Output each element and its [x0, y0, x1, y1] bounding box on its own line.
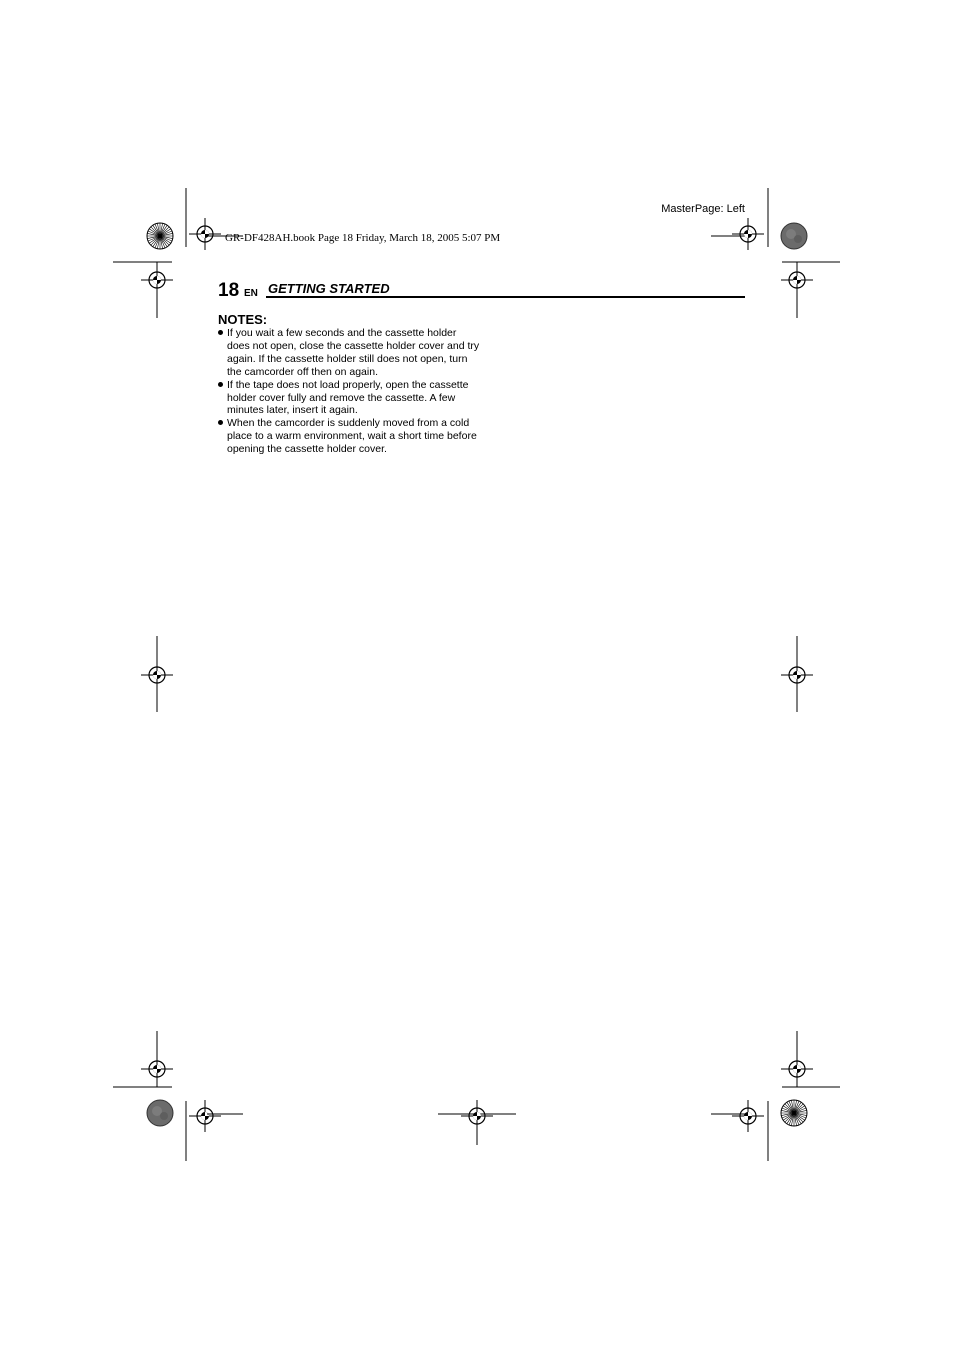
book-info: GR-DF428AH.book Page 18 Friday, March 18, 2005 5:07 PM: [225, 232, 501, 244]
language-code: EN: [244, 288, 258, 299]
page-number: 18: [218, 280, 240, 301]
masterpage-label: MasterPage: Left: [661, 203, 745, 215]
section-title: GETTING STARTED: [268, 281, 390, 296]
note-text: If the tape does not load properly, open the cassette holder cover fully and remove the cassette. A few minutes later, insert it again.: [227, 378, 469, 417]
note-text: When the camcorder is suddenly moved from a cold place to a warm environment, wait a short time before opening the cassette holder cover.: [227, 417, 477, 456]
notes-title: NOTES:: [218, 312, 268, 327]
note-text: If you wait a few seconds and the cassette holder does not open, close the cassette holder cover and try again. If the cassette holder still does not open, turn the camcorder off then on again.: [227, 327, 480, 378]
